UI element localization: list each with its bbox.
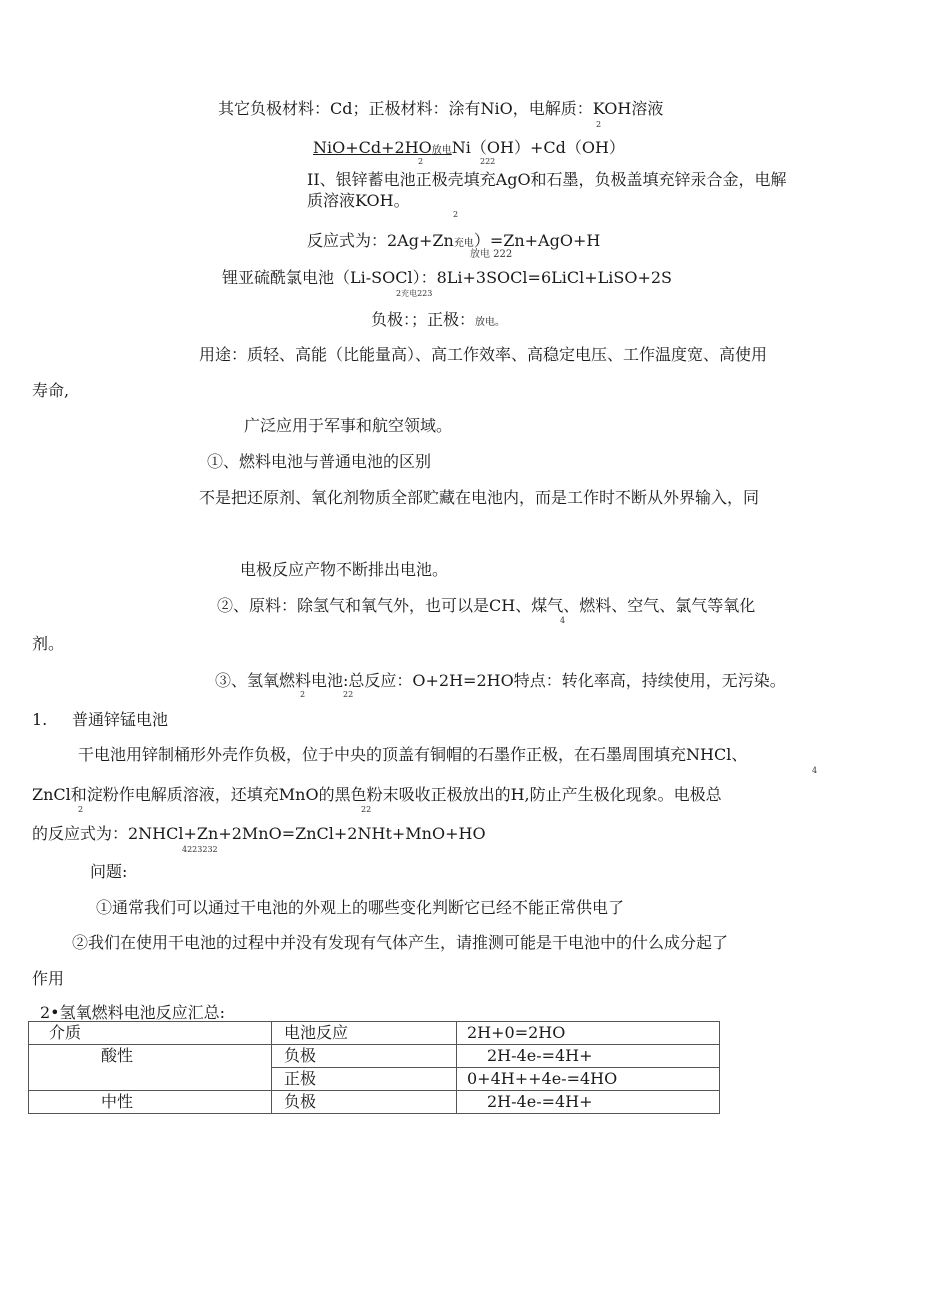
para-fuel-cell-diff-cont: 电极反应产物不断排出电池。 <box>240 560 449 579</box>
subscript: 4 <box>812 766 818 775</box>
para-uses-cont: 寿命, <box>32 381 70 400</box>
equation-silver-zinc <box>307 231 600 254</box>
table-row <box>29 1022 720 1045</box>
table-cell-electrode: 负极 <box>272 1091 457 1114</box>
electrodes-line <box>371 310 505 333</box>
table-header-reaction: 电池反应 <box>272 1022 457 1045</box>
questions-label: 问题: <box>90 862 128 881</box>
equation-condition: 放电。 <box>475 317 506 328</box>
para-raw-materials: ②、原料：除氢气和氧气外，也可以是CH、煤气、燃料、空气、氯气等氧化 <box>217 596 756 615</box>
question-2: ②我们在使用干电池的过程中并没有发现有气体产生，请推测可能是干电池中的什么成分起了 <box>72 933 729 952</box>
table-cell-reaction: 0+4H++4e-=4HO <box>457 1068 720 1091</box>
table-row <box>29 1091 720 1114</box>
question-1: ①通常我们可以通过干电池的外观上的哪些变化判断它已经不能正常供电了 <box>96 898 625 917</box>
para-fuel-cell-diff: 不是把还原剂、氧化剂物质全部贮藏在电池内，而是工作时不断从外界输入，同 <box>199 488 760 507</box>
para-lithium-battery: 锂亚硫酰氯电池（Li-SOCl）：8Li+3SOCl=6LiCl+LiSO+2S <box>222 268 672 287</box>
section-title-zinc-manganese: 普通锌锰电池 <box>72 710 169 729</box>
table-cell-medium: 酸性 <box>29 1045 272 1091</box>
para-dry-cell-cont: ZnCl和淀粉作电解质溶液，还填充MnO的黑色粉末吸收正极放出的H,防止产生极化现象。电极总 <box>32 785 722 804</box>
subscript: 2 <box>78 805 84 814</box>
para-hydrogen-oxygen: ③、氢氧燃料电池:总反应：O+2H=2HO特点：转化率高，持续使用，无污染。 <box>215 671 786 690</box>
para-raw-materials-cont: 剂。 <box>32 634 65 653</box>
equation-sz-left: 反应式为：2Ag+Zn <box>307 231 454 250</box>
question-2-cont: 作用 <box>32 969 65 988</box>
equation-nicd-right: Ni（OH）+Cd（OH） <box>451 138 625 157</box>
para-silver-zinc: II、银锌蓄电池正极壳填充AgO和石墨，负极盖填充锌汞合金，电解 <box>307 170 787 189</box>
para-other-materials: 其它负极材料：Cd；正极材料：涂有NiO，电解质：KOH溶液 <box>218 99 664 118</box>
heading-fuel-cell-diff: ①、燃料电池与普通电池的区别 <box>207 452 432 471</box>
equation-condition: 放电 <box>431 145 452 156</box>
para-dry-cell: 干电池用锌制桶形外壳作负极，位于中央的顶盖有铜帽的石墨作正极，在石墨周围填充NHCl、 <box>78 745 748 764</box>
subscript: 22 <box>361 805 372 814</box>
para-uses: 用途：质轻、高能（比能量高）、高工作效率、高稳定电压、工作温度宽、高使用 <box>199 345 768 364</box>
subscript: 2充电223 <box>396 289 433 298</box>
table-cell-electrode: 负极 <box>272 1045 457 1068</box>
subscript: 22 <box>343 690 354 699</box>
subscript: 4223232 <box>182 845 218 854</box>
table-row <box>29 1045 720 1068</box>
equation-condition: 充电 <box>453 238 474 249</box>
electrodes-label: 负极：；正极： <box>371 310 476 329</box>
subscript: 放电 222 <box>470 249 513 260</box>
subscript: 4 <box>560 616 566 625</box>
equation-nicd <box>313 138 625 161</box>
subscript: 2 <box>453 210 459 219</box>
subscript: 2 <box>300 690 306 699</box>
table-header-medium: 介质 <box>29 1022 272 1045</box>
subscript: 222 <box>480 157 496 166</box>
table-cell-reaction: 2H-4e-=4H+ <box>457 1045 720 1068</box>
para-applications: 广泛应用于军事和航空领域。 <box>244 416 453 435</box>
table-cell-electrode: 正极 <box>272 1068 457 1091</box>
section-title-fuel-cell-summary: 2•氢氧燃料电池反应汇总: <box>40 1003 226 1022</box>
table-cell-medium: 中性 <box>29 1091 272 1114</box>
table-cell-reaction: 2H-4e-=4H+ <box>457 1091 720 1114</box>
equation-sz-right: ）=Zn+AgO+H <box>473 231 601 250</box>
table-header-total: 2H+0=2HO <box>457 1022 720 1045</box>
reaction-table <box>28 1021 720 1114</box>
para-silver-zinc-cont: 质溶液KOH。 <box>307 191 410 210</box>
subscript: 2 <box>418 157 424 166</box>
equation-dry-cell: 的反应式为：2NHCl+Zn+2MnO=ZnCl+2NHt+MnO+HO <box>32 824 486 843</box>
equation-nicd-left: NiO+Cd+2HO <box>313 138 432 157</box>
section-number: 1. <box>32 710 48 729</box>
subscript: 2 <box>596 120 602 129</box>
